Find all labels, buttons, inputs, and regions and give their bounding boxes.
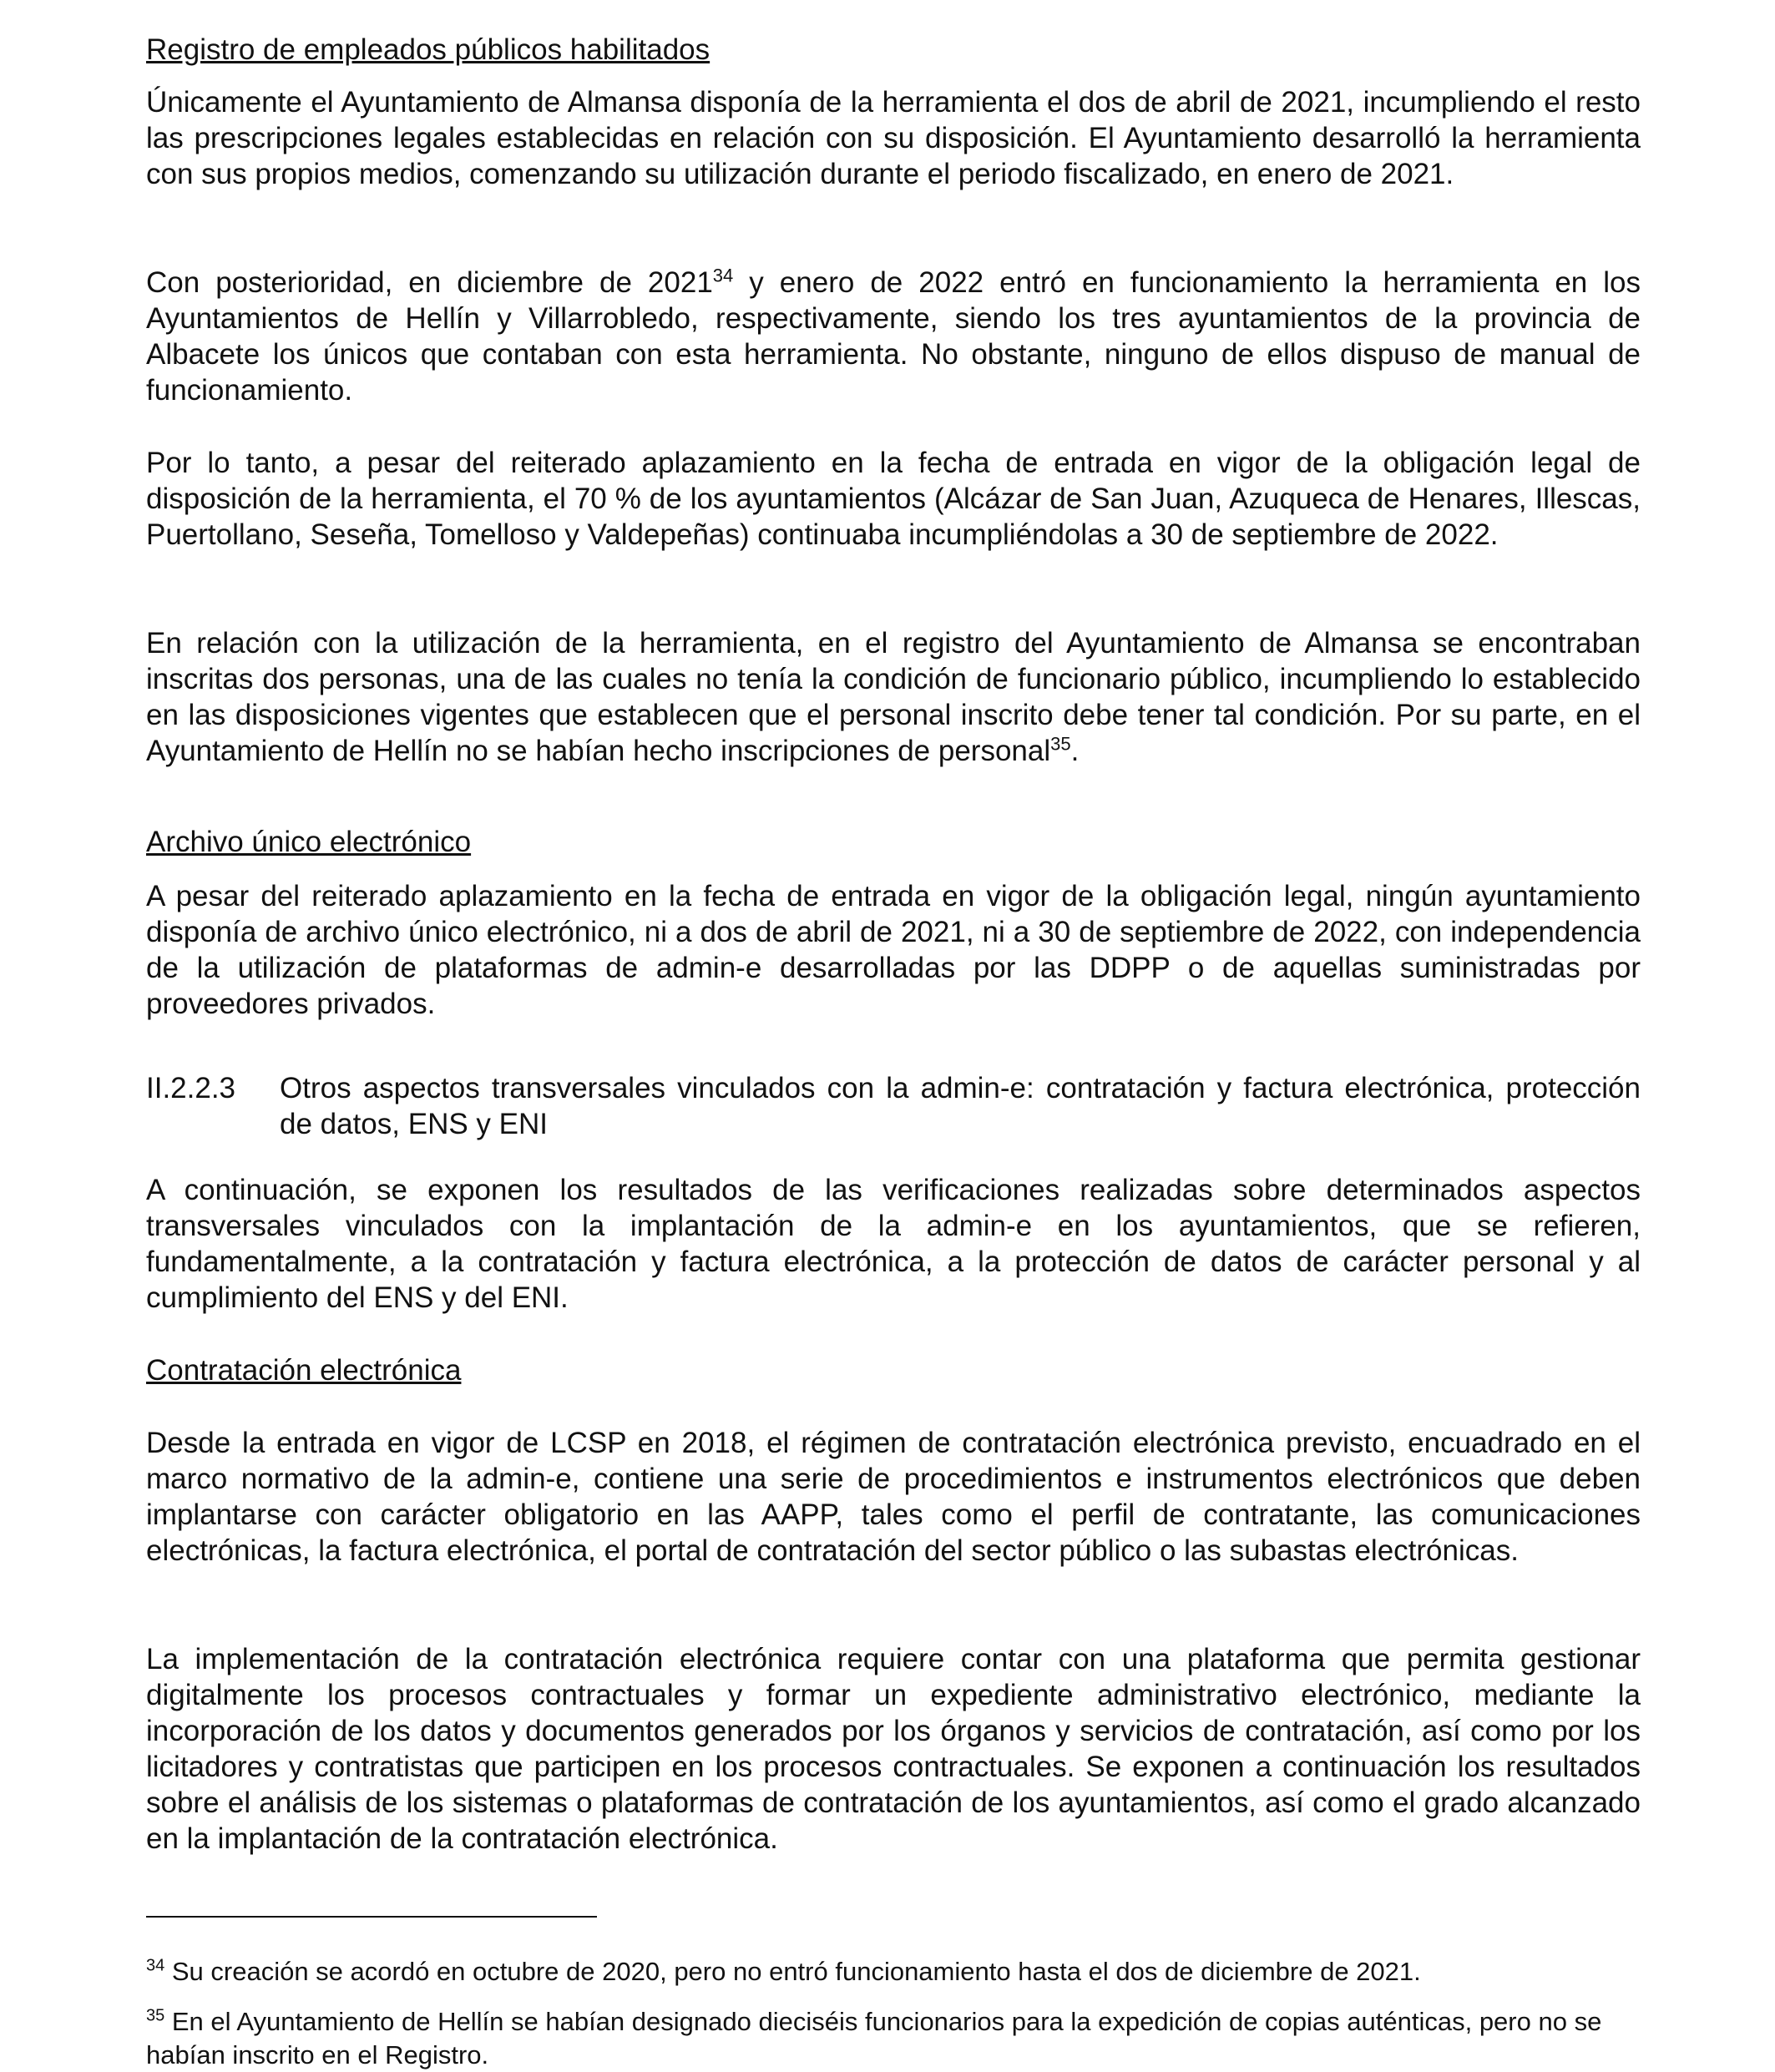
footnote-ref-34[interactable]: 34 — [712, 265, 734, 286]
paragraph-6: A continuación, se exponen los resultados de las verificaciones realizadas sobre determinados aspectos transversales vinculados con la implantación de la admin-e en los ayuntamientos, que se refieren, fundamentalmente, a la contratación y factura electrónica, a la protección de datos de carácter personal y al cumplimiento del ENS y del ENI. — [146, 1174, 1641, 1314]
paragraph-4-text-a: En relación con la utilización de la herramienta, en el registro del Ayuntamiento de Almansa se encontraban inscritas dos personas, una de las cuales no tenía la condición de funcionario público, incumpliendo lo establecido en las disposiciones vigentes que establecen que el personal inscrito debe tener tal condición. Por su parte, en el Ayuntamiento de Hellín no se habían hecho inscripciones de personal — [146, 627, 1641, 767]
footnote-text: En el Ayuntamiento de Hellín se habían designado dieciséis funcionarios para la expedición de copias auténticas, pero no se habían inscrito en el Registro. — [146, 2007, 1602, 2069]
heading-registro: Registro de empleados públicos habilitados — [146, 33, 711, 66]
section-number: II.2.2.3 — [146, 1072, 236, 1104]
footnote-divider — [146, 1916, 597, 1918]
section-title: Otros aspectos transversales vinculados con la admin-e: contratación y factura electrónica, protección de datos, ENS y ENI — [280, 1072, 1641, 1140]
footnote-number: 35 — [146, 2006, 165, 2025]
section-heading — [146, 1070, 1641, 1142]
footnote-text: Su creación se acordó en octubre de 2020, pero no entró funcionamiento hasta el dos de diciembre de 2021. — [164, 1957, 1421, 1986]
footnote-ref-35[interactable]: 35 — [1050, 733, 1071, 755]
paragraph-2-text-b: y enero de 2022 entró en funcionamiento la herramienta en los Ayuntamientos de Hellín y Villarrobledo, respectivamente, siendo los tres ayuntamientos de la provincia de Albacete los únicos que contaban con esta herramienta. No obstante, ninguno de ellos dispuso de manual de funcionamiento. — [146, 266, 1641, 407]
heading-archivo: Archivo único electrónico — [146, 826, 472, 858]
paragraph-2-text-a: Con posterioridad, en diciembre de 2021 — [146, 266, 713, 299]
footnote-number: 34 — [146, 1956, 165, 1975]
footnote-35 — [146, 2005, 1641, 2072]
paragraph-3: Por lo tanto, a pesar del reiterado aplazamiento en la fecha de entrada en vigor de la obligación legal de disposición de la herramienta, el 70 % de los ayuntamientos (Alcázar de San Juan, Azuqueca de Henares, Illescas, Puertollano, Seseña, Tomelloso y Valdepeñas) continuaba incumpliéndolas a 30 de septiembre de 2022. — [146, 447, 1641, 551]
footnote-34 — [146, 1955, 1641, 1989]
paragraph-4 — [146, 625, 1641, 769]
paragraph-7: Desde la entrada en vigor de LCSP en 2018, el régimen de contratación electrónica previsto, encuadrado en el marco normativo de la admin-e, contiene una serie de procedimientos e instrumentos electrónicos que deben implantarse con carácter obligatorio en las AAPP, tales como el perfil de contratante, las comunicaciones electrónicas, la factura electrónica, el portal de contratación del sector público o las subastas electrónicas. — [146, 1427, 1641, 1567]
heading-contratacion: Contratación electrónica — [146, 1354, 462, 1387]
paragraph-2 — [146, 265, 1641, 408]
paragraph-8: La implementación de la contratación electrónica requiere contar con una plataforma que permita gestionar digitalmente los procesos contractuales y formar un expediente administrativo electrónico, mediante la incorporación de los datos y documentos generados por los órganos y servicios de contratación, así como por los licitadores y contratistas que participen en los procesos contractuales. Se exponen a continuación los resultados sobre el análisis de los sistemas o plataformas de contratación de los ayuntamientos, así como el grado alcanzado en la implantación de la contratación electrónica. — [146, 1643, 1641, 1855]
paragraph-1: Únicamente el Ayuntamiento de Almansa disponía de la herramienta el dos de abril de 2021, incumpliendo el resto las prescripciones legales establecidas en relación con su disposición. El Ayuntamiento desarrolló la herramienta con sus propios medios, comenzando su utilización durante el periodo fiscalizado, en enero de 2021. — [146, 86, 1641, 190]
paragraph-5: A pesar del reiterado aplazamiento en la fecha de entrada en vigor de la obligación legal, ningún ayuntamiento disponía de archivo único electrónico, ni a dos de abril de 2021, ni a 30 de septiembre de 2022, con independencia de la utilización de plataformas de admin-e desarrolladas por las DDPP o de aquellas suministradas por proveedores privados. — [146, 880, 1641, 1020]
paragraph-4-text-b: . — [1070, 735, 1080, 767]
